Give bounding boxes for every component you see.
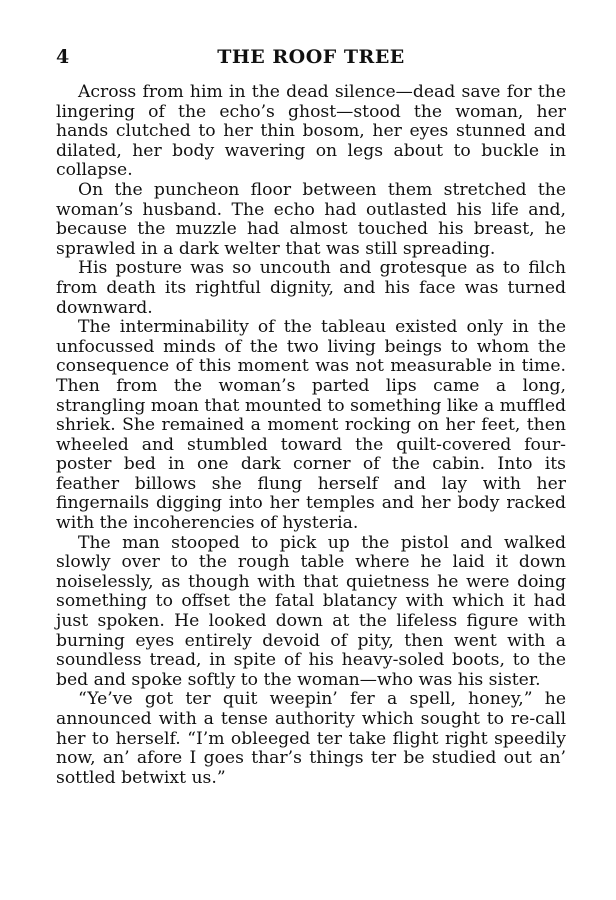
book-page xyxy=(56,44,566,788)
running-head xyxy=(56,44,566,72)
book-title: THE ROOF TREE xyxy=(217,46,405,68)
paragraph: His posture was so uncouth and grotesque as to filch from death its rightful dignity, and his face was turned downward. xyxy=(56,258,566,318)
paragraph: Across from him in the dead silence—dead save for the lingering of the echo’s ghost—stood the woman, her hands clutched to her thin bosom, her eyes stunned and dilated, her body wavering on legs about to buckle in collapse. xyxy=(56,82,566,181)
paragraph: On the puncheon floor between them stretched the woman’s husband. The echo had outlasted his life and, because the muzzle had almost touched his breast, he sprawled in a dark welter that was still spreading. xyxy=(56,179,566,259)
page-number: 4 xyxy=(56,46,70,68)
paragraph: The man stooped to pick up the pistol and walked slowly over to the rough table where he laid it down noiselessly, as though with that quietness he were doing something to offset the fatal blatancy with which it had just spoken. He looked down at the lifeless figure with burning eyes entirely devoid of pity, then went with a soundless tread, in spite of his heavy-soled boots, to the bed and spoke softly to the woman—who was his sister. xyxy=(56,532,566,690)
body-text xyxy=(56,83,566,788)
paragraph: “Ye’ve got ter quit weepin’ fer a spell, honey,” he announced with a tense authority which sought to re-call her to herself. “I’m obleeged ter take flight right speedily now, an’ afore I goes thar’s things ter be studied out an’ sottled betwixt us.” xyxy=(56,689,566,788)
paragraph: The interminability of the tableau existed only in the unfocussed minds of the two living beings to whom the consequence of this moment was not measurable in time. Then from the woman’s parted lips came a long, strangling moan that mounted to something like a muffled shriek. She remained a moment rocking on her feet, then wheeled and stumbled toward the quilt-covered four-poster bed in one dark corner of the cabin. Into its feather billows she flung herself and lay with her fingernails digging into her temples and her body racked with the incoherencies of hysteria. xyxy=(56,317,566,534)
